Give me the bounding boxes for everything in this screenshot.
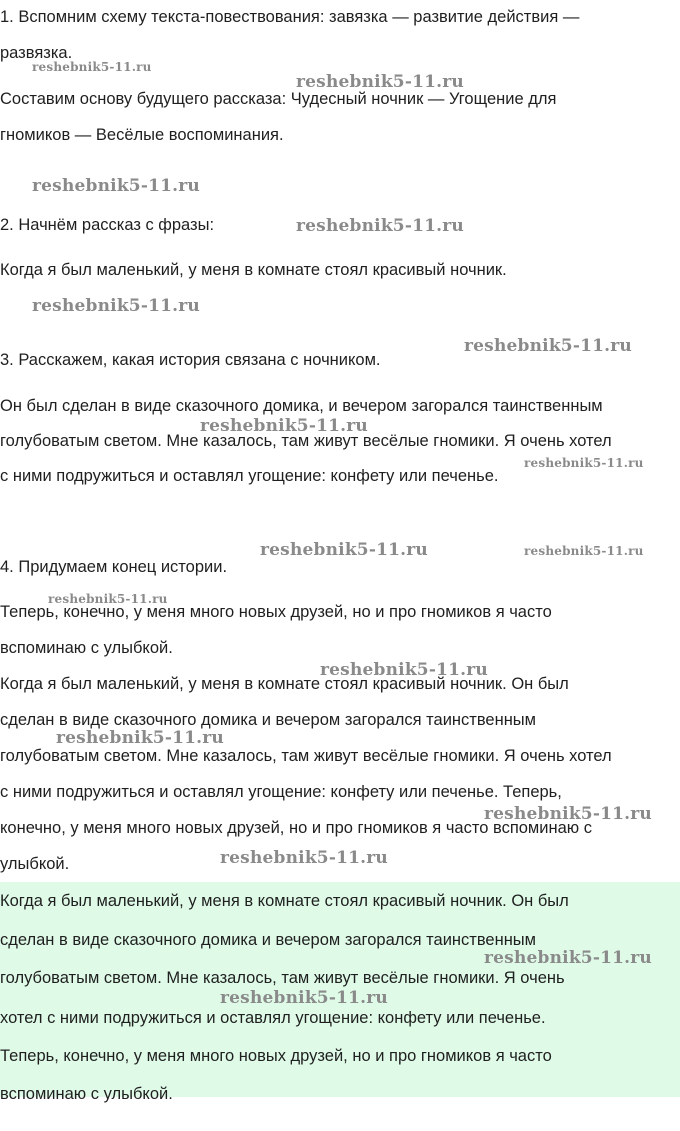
story-line3: голубоватым светом. Мне казалось, там живут весёлые гномики. Я очень хотел (0, 747, 612, 765)
answer-line4: хотел с ними подружиться и оставлял угощение: конфету или печенье. (0, 1009, 546, 1027)
answer-line6: вспоминаю с улыбкой. (0, 1085, 173, 1103)
step2-heading: 2. Начнём рассказ с фразы: (0, 216, 215, 234)
step3-line2: голубоватым светом. Мне казалось, там живут весёлые гномики. Я очень хотел (0, 432, 612, 450)
watermark: reshebnik5-11.ru (484, 804, 652, 824)
step3-heading: 3. Расскажем, какая история связана с ночником. (0, 351, 381, 369)
watermark: reshebnik5-11.ru (220, 988, 388, 1008)
watermark: reshebnik5-11.ru (32, 296, 200, 316)
story-line4: с ними подружиться и оставлял угощение: конфету или печенье. Теперь, (0, 783, 562, 801)
watermark: reshebnik5-11.ru (32, 60, 152, 74)
watermark: reshebnik5-11.ru (524, 456, 644, 470)
answer-line2: сделан в виде сказочного домика и вечером загорался таинственным (0, 931, 537, 949)
watermark: reshebnik5-11.ru (464, 336, 632, 356)
step1-line4: гномиков — Весёлые воспоминания. (0, 126, 284, 144)
watermark: reshebnik5-11.ru (296, 216, 464, 236)
answer-line5: Теперь, конечно, у меня много новых друзей, но и про гномиков я часто (0, 1047, 552, 1065)
story-line6: улыбкой. (0, 855, 70, 873)
step1-line1: 1. Вспомним схему текста-повествования: завязка — развитие действия — (0, 8, 580, 26)
step2-phrase: Когда я был маленький, у меня в комнате стоял красивый ночник. (0, 261, 507, 279)
story-line5: конечно, у меня много новых друзей, но и про гномиков я часто вспоминаю с (0, 819, 592, 837)
step3-line3: с ними подружиться и оставлял угощение: конфету или печенье. (0, 467, 499, 485)
story-line1: Когда я был маленький, у меня в комнате стоял красивый ночник. Он был (0, 675, 569, 693)
watermark: reshebnik5-11.ru (220, 848, 388, 868)
step1-line2: развязка. (0, 44, 73, 62)
watermark: reshebnik5-11.ru (56, 728, 224, 748)
answer-line3: голубоватым светом. Мне казалось, там живут весёлые гномики. Я очень (0, 969, 565, 987)
step4-line2: вспоминаю с улыбкой. (0, 639, 173, 657)
answer-line1: Когда я был маленький, у меня в комнате стоял красивый ночник. Он был (0, 892, 569, 910)
watermark: reshebnik5-11.ru (320, 660, 488, 680)
step4-heading: 4. Придумаем конец истории. (0, 558, 228, 576)
watermark: reshebnik5-11.ru (200, 416, 368, 436)
step4-line1: Теперь, конечно, у меня много новых друзей, но и про гномиков я часто (0, 603, 552, 621)
story-line2: сделан в виде сказочного домика и вечером загорался таинственным (0, 711, 537, 729)
step1-line3: Составим основу будущего рассказа: Чудесный ночник — Угощение для (0, 90, 557, 108)
watermark: reshebnik5-11.ru (296, 72, 464, 92)
step3-line1: Он был сделан в виде сказочного домика, и вечером загорался таинственным (0, 397, 603, 415)
watermark: reshebnik5-11.ru (48, 592, 168, 606)
watermark: reshebnik5-11.ru (260, 540, 428, 560)
watermark: reshebnik5-11.ru (524, 544, 644, 558)
watermark: reshebnik5-11.ru (484, 948, 652, 968)
watermark: reshebnik5-11.ru (32, 176, 200, 196)
